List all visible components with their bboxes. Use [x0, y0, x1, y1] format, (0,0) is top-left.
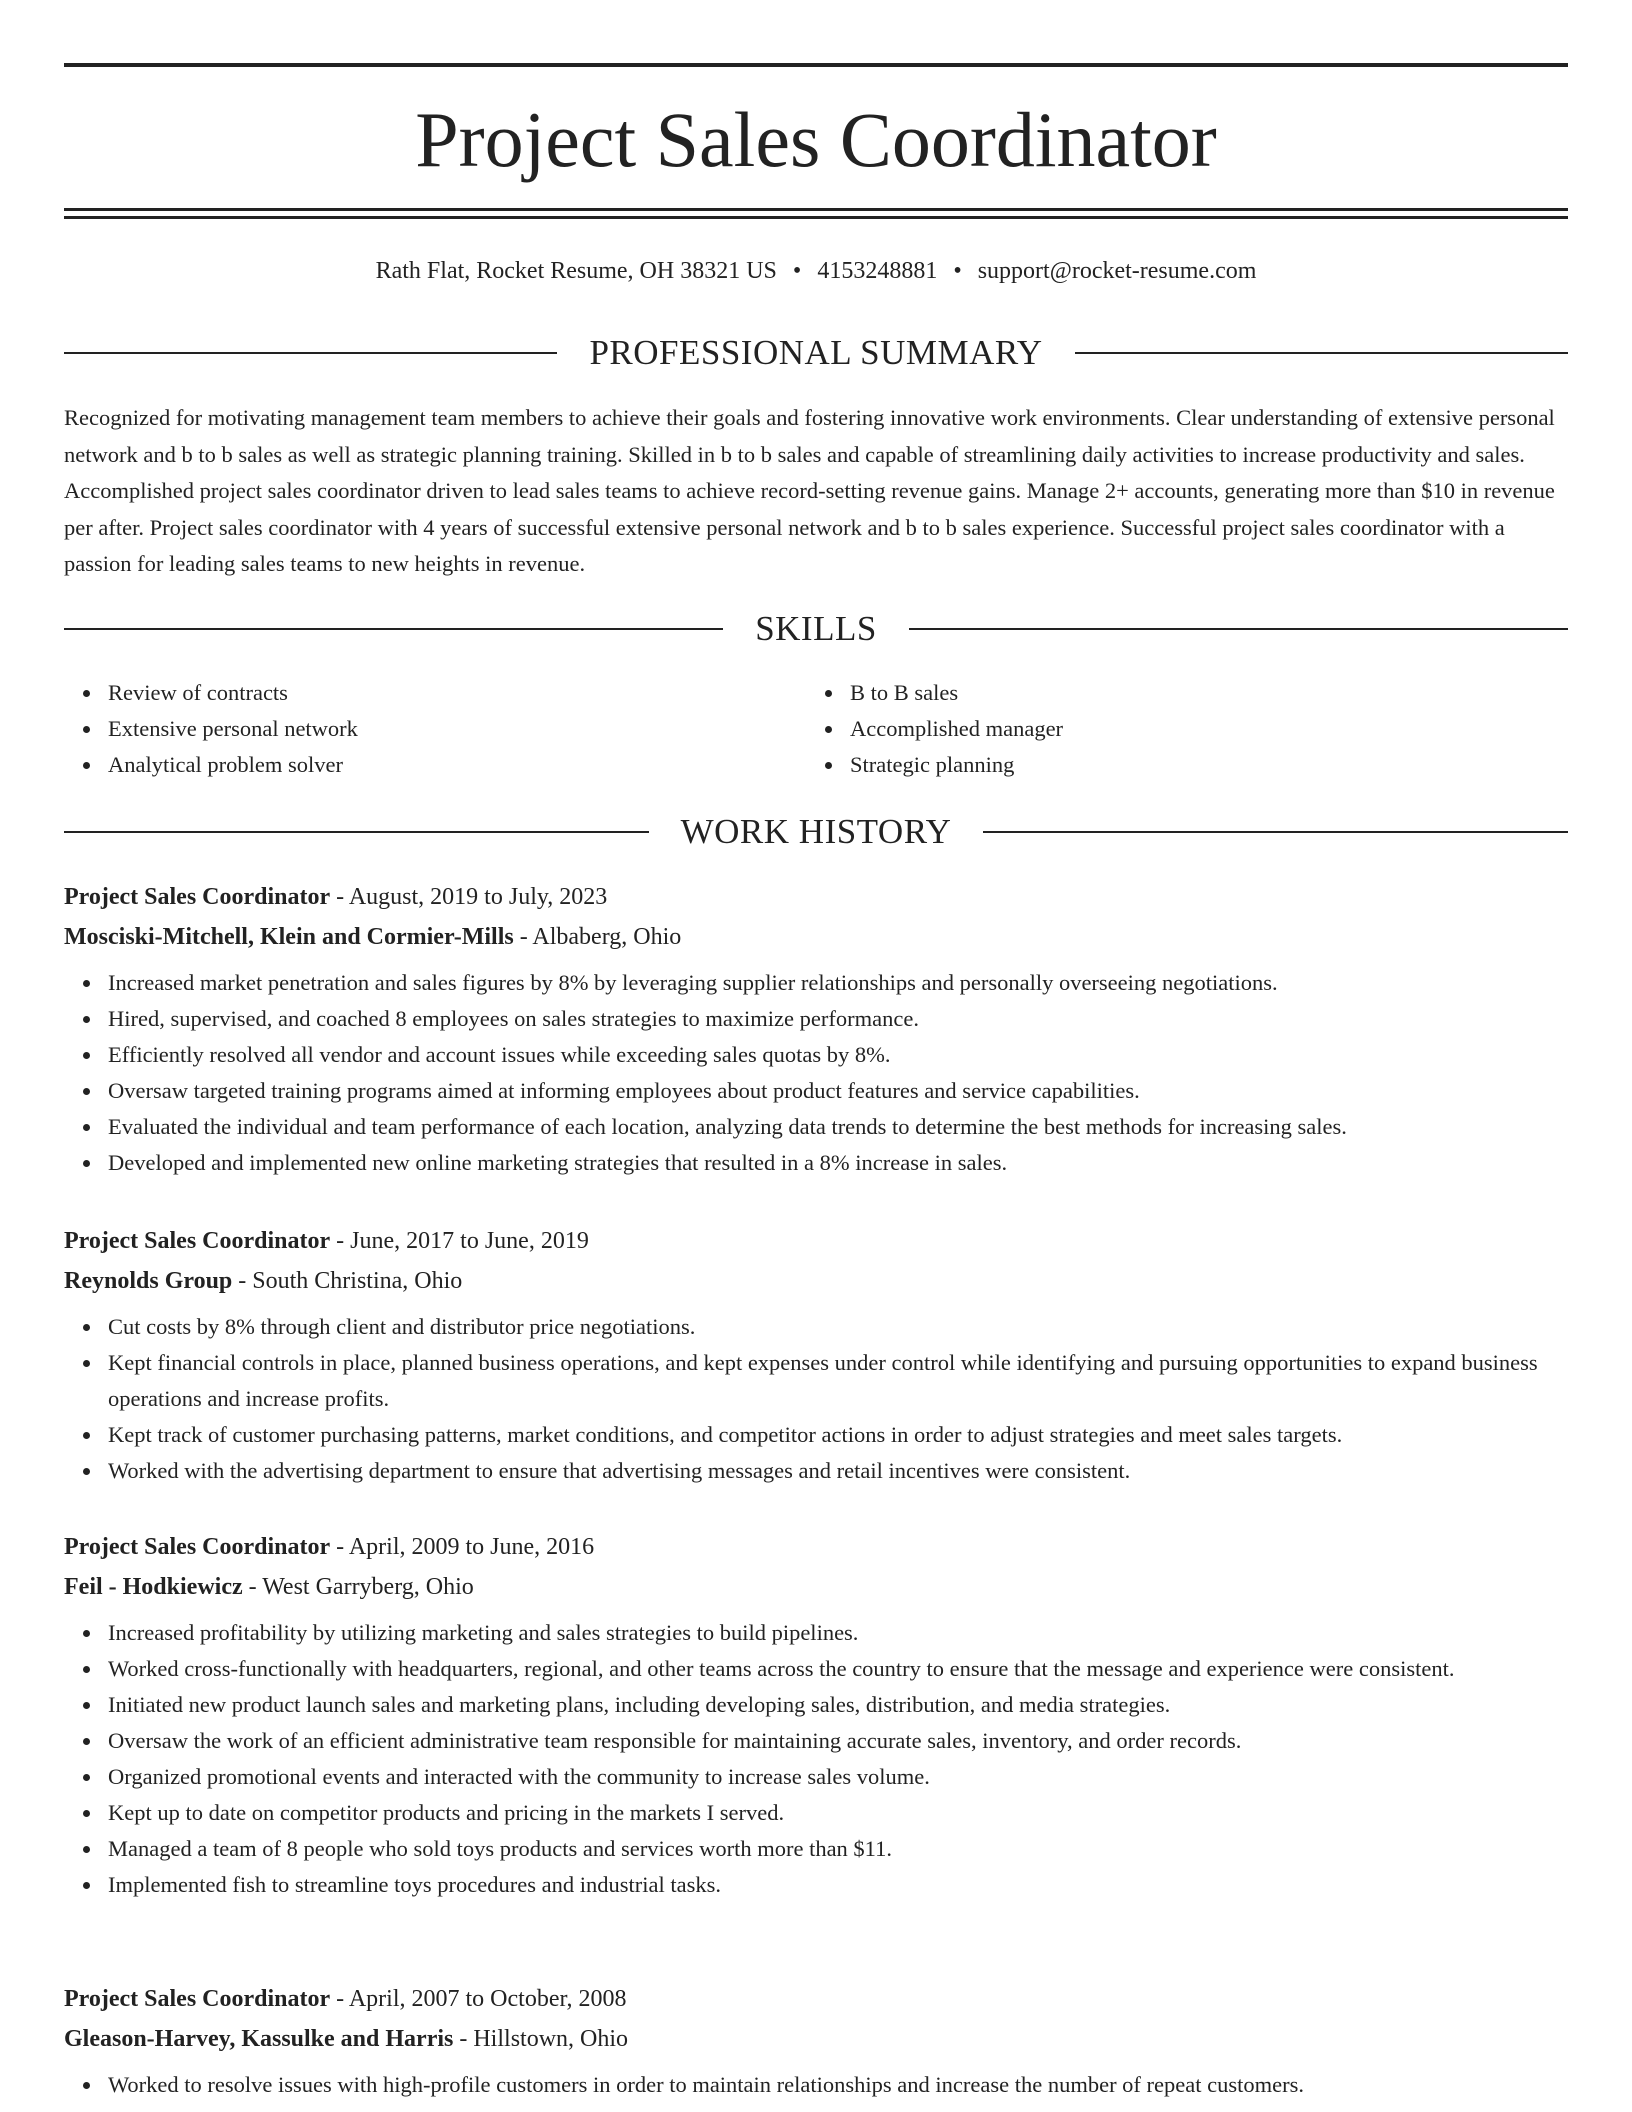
job-bullet: Hired, supervised, and coached 8 employees on sales strategies to maximize performance. — [108, 1001, 1568, 1037]
job-role-line — [64, 1221, 1568, 1261]
job-bullet: Developed and implemented new online marketing strategies that resulted in a 8% increase in sales. — [108, 1145, 1568, 1181]
job-role-line — [64, 877, 1568, 917]
job-company-line — [64, 2019, 1568, 2059]
job-bullet: Initiated new product launch sales and marketing plans, including developing sales, distribution, and media strategies. — [108, 1687, 1568, 1723]
skill-item: Analytical problem solver — [108, 747, 806, 783]
work-heading-title: WORK HISTORY — [680, 812, 952, 851]
skills-column-left — [64, 675, 806, 783]
skills-heading-title: SKILLS — [755, 609, 877, 648]
skill-item: Review of contracts — [108, 675, 806, 711]
skill-item: Strategic planning — [850, 747, 1548, 783]
summary-heading-title: PROFESSIONAL SUMMARY — [589, 333, 1043, 372]
job-company-line — [64, 1261, 1568, 1301]
job-bullet: Oversaw the work of an efficient administrative team responsible for maintaining accurate sales, inventory, and order records. — [108, 1723, 1568, 1759]
heading-rule-right — [983, 831, 1568, 833]
skills-list — [64, 675, 1568, 783]
job-bullet: Increased market penetration and sales figures by 8% by leveraging supplier relationships and personally overseeing negotiations. — [108, 965, 1568, 1001]
title-rule-lower — [64, 216, 1568, 219]
job-bullets — [64, 2067, 1568, 2103]
heading-rule-left — [64, 628, 723, 630]
job-location: - West Garryberg, Ohio — [242, 1574, 474, 1600]
contact-separator: • — [953, 258, 962, 284]
job-title: Project Sales Coordinator — [64, 1534, 331, 1560]
skill-item: B to B sales — [850, 675, 1548, 711]
job-bullet: Organized promotional events and interacted with the community to increase sales volume. — [108, 1759, 1568, 1795]
skills-column-right — [806, 675, 1548, 783]
skill-item: Extensive personal network — [108, 711, 806, 747]
job-bullets — [64, 965, 1568, 1181]
job-company-line — [64, 1567, 1568, 1607]
job-bullet: Kept financial controls in place, planned business operations, and kept expenses under control while identifying and pursuing opportunities to expand business operations and increase profits. — [108, 1345, 1568, 1417]
contact-phone: 4153248881 — [817, 258, 938, 284]
job-role-line — [64, 1979, 1568, 2019]
job-title: Project Sales Coordinator — [64, 1228, 331, 1254]
job-bullet: Kept track of customer purchasing patterns, market conditions, and competitor actions in order to adjust strategies and meet sales targets. — [108, 1417, 1568, 1453]
job-title: Project Sales Coordinator — [64, 1986, 331, 2012]
job-bullet: Managed a team of 8 people who sold toys products and services worth more than $11. — [108, 1831, 1568, 1867]
contact-separator: • — [792, 258, 802, 284]
job-company: Feil - Hodkiewicz — [64, 1574, 243, 1600]
job-bullets — [64, 1309, 1568, 1489]
job-entry — [64, 877, 1568, 1181]
job-entry — [64, 1527, 1568, 1903]
job-company-line — [64, 917, 1568, 957]
job-bullet: Oversaw targeted training programs aimed at informing employees about product features and service capabilities. — [108, 1073, 1568, 1109]
job-company: Mosciski-Mitchell, Klein and Cormier-Mills — [64, 924, 514, 950]
job-title: Project Sales Coordinator — [64, 884, 331, 910]
job-bullet: Worked cross-functionally with headquarters, regional, and other teams across the country to ensure that the message and experience were consistent. — [108, 1651, 1568, 1687]
contact-line — [64, 255, 1568, 287]
job-bullet: Evaluated the individual and team performance of each location, analyzing data trends to determine the best methods for increasing sales. — [108, 1109, 1568, 1145]
resume-title: Project Sales Coordinator — [415, 96, 1217, 183]
skills-heading — [64, 607, 1568, 651]
job-dates: - April, 2009 to June, 2016 — [330, 1534, 595, 1560]
job-bullet: Efficiently resolved all vendor and account issues while exceeding sales quotas by 8%. — [108, 1037, 1568, 1073]
job-entry — [64, 1979, 1568, 2103]
skill-item: Accomplished manager — [850, 711, 1548, 747]
contact-email: support@rocket-resume.com — [977, 258, 1257, 284]
job-location: - Albaberg, Ohio — [513, 924, 682, 950]
job-role-line — [64, 1527, 1568, 1567]
job-bullet: Increased profitability by utilizing marketing and sales strategies to build pipelines. — [108, 1615, 1568, 1651]
job-company: Gleason-Harvey, Kassulke and Harris — [64, 2026, 454, 2052]
summary-text: Recognized for motivating management team members to achieve their goals and fostering innovative work environments. Clear understanding of extensive personal network and b to b sales as well as strategic planning training. Skilled in b to b sales and capable of streamlining daily activities to increase productivity and sales. Accomplished project sales coordinator driven to lead sales teams to achieve record-setting revenue gains. Manage 2+ accounts, generating more than $10 in revenue per after. Project sales coordinator with 4 years of successful extensive personal network and b to b sales experience. Successful project sales coordinator with a passion for leading sales teams to new heights in revenue. — [64, 405, 1555, 576]
contact-address: Rath Flat, Rocket Resume, OH 38321 US — [375, 258, 777, 284]
job-company: Reynolds Group — [64, 1268, 233, 1294]
heading-rule-right — [909, 628, 1568, 630]
heading-rule-right — [1075, 352, 1568, 354]
job-dates: - August, 2019 to July, 2023 — [330, 884, 608, 910]
title-rule-upper — [64, 208, 1568, 211]
job-bullet: Cut costs by 8% through client and distributor price negotiations. — [108, 1309, 1568, 1345]
top-rule — [64, 63, 1568, 67]
work-heading — [64, 810, 1568, 854]
job-bullet: Implemented fish to streamline toys procedures and industrial tasks. — [108, 1867, 1568, 1903]
job-location: - Hillstown, Ohio — [453, 2026, 629, 2052]
job-entry — [64, 1221, 1568, 1489]
job-bullet: Worked to resolve issues with high-profile customers in order to maintain relationships and increase the number of repeat customers. — [108, 2067, 1568, 2103]
summary-heading — [64, 331, 1568, 375]
heading-rule-left — [64, 831, 649, 833]
job-bullet: Worked with the advertising department to ensure that advertising messages and retail incentives were consistent. — [108, 1453, 1568, 1489]
job-bullets — [64, 1615, 1568, 1903]
job-dates: - June, 2017 to June, 2019 — [330, 1228, 589, 1254]
job-bullet: Kept up to date on competitor products and pricing in the markets I served. — [108, 1795, 1568, 1831]
job-dates: - April, 2007 to October, 2008 — [330, 1986, 627, 2012]
job-location: - South Christina, Ohio — [232, 1268, 463, 1294]
heading-rule-left — [64, 352, 557, 354]
